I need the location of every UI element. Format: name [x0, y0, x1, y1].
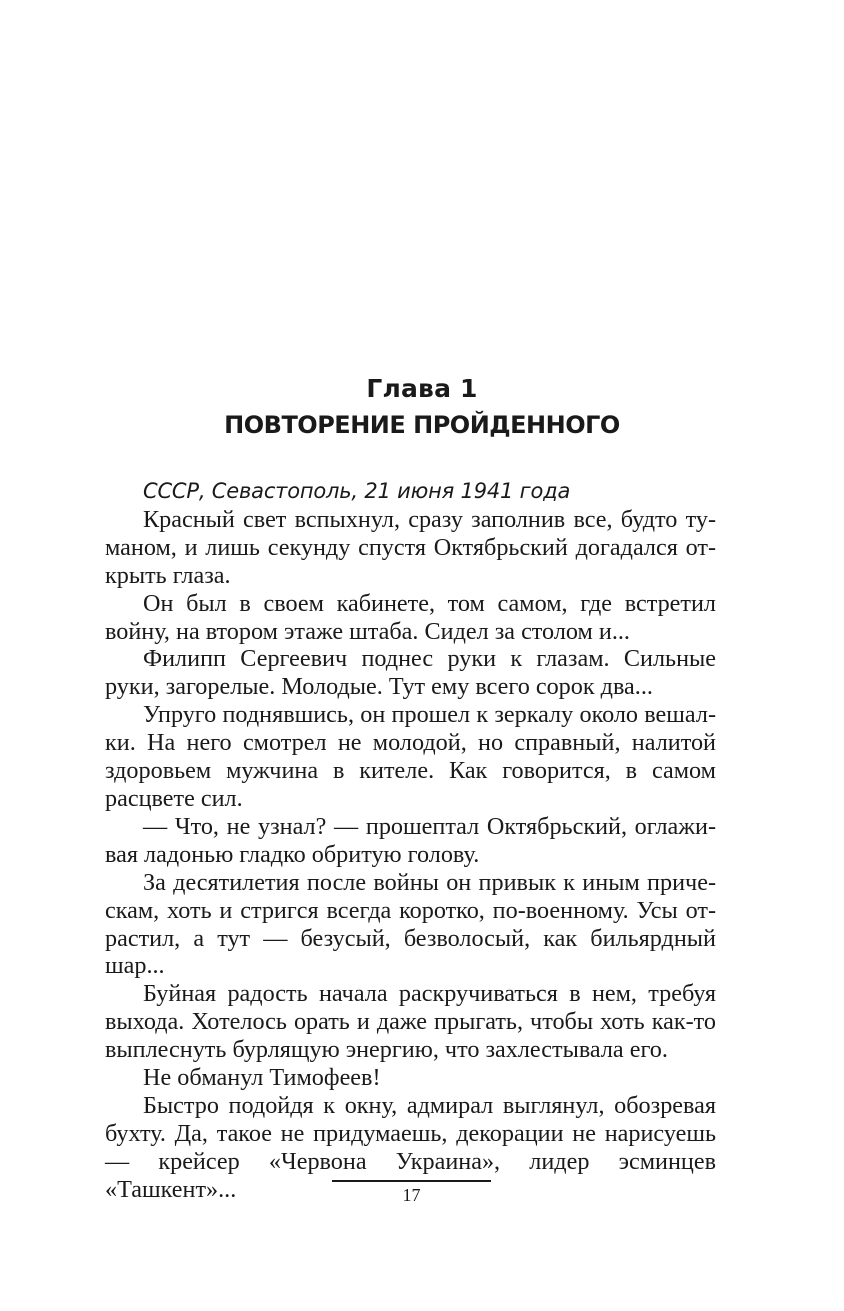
paragraph: Красный свет вспыхнул, сразу заполнив все, будто туманом, и лишь секунду спустя Октябрьский догадался открыть глаза.: [105, 505, 716, 589]
paragraph: За десятилетия после войны он привык к иным прическам, хоть и стригся всегда коротко, по-военному. Усы отрастил, а тут — безусый, безволосый, как бильярдный шар...: [105, 868, 716, 980]
paragraph: Он был в своем кабинете, том самом, где встретил войну, на втором этаже штаба. Сидел за столом и...: [105, 589, 716, 645]
chapter-title: ПОВТОРЕНИЕ ПРОЙДЕННОГО: [224, 411, 620, 439]
paragraph: Быстро подойдя к окну, адмирал выглянул, обозревая бухту. Да, такое не придумаешь, декорации не нарисуешь — крейсер «Червона Украина», лидер эсминцев «Ташкент»...: [105, 1091, 716, 1203]
paragraph: Филипп Сергеевич поднес руки к глазам. Сильные руки, загорелые. Молодые. Тут ему всего сорок два...: [105, 645, 716, 701]
paragraph: — Что, не узнал? — прошептал Октябрьский, оглаживая ладонью гладко обритую голову.: [105, 812, 716, 868]
paragraph: Не обманул Тимофеев!: [143, 1064, 381, 1092]
paragraph: Буйная радость начала раскручиваться в нем, требуя выхода. Хотелось орать и даже прыгать, чтобы хоть как-то выплеснуть бурлящую энергию, что захлестывала его.: [105, 980, 716, 1064]
chapter-number: Глава 1: [366, 374, 478, 403]
chapter-body: [105, 478, 716, 1204]
page-number: 17: [402, 1185, 421, 1205]
paragraph: Упруго поднявшись, он прошел к зеркалу около вешалки. На него смотрел не молодой, но справный, налитой здоровьем мужчина в кителе. Как говорится, в самом расцвете сил.: [105, 701, 716, 812]
footer-rule: [332, 1180, 491, 1182]
epigraph: СССР, Севастополь, 21 июня 1941 года: [143, 479, 571, 503]
